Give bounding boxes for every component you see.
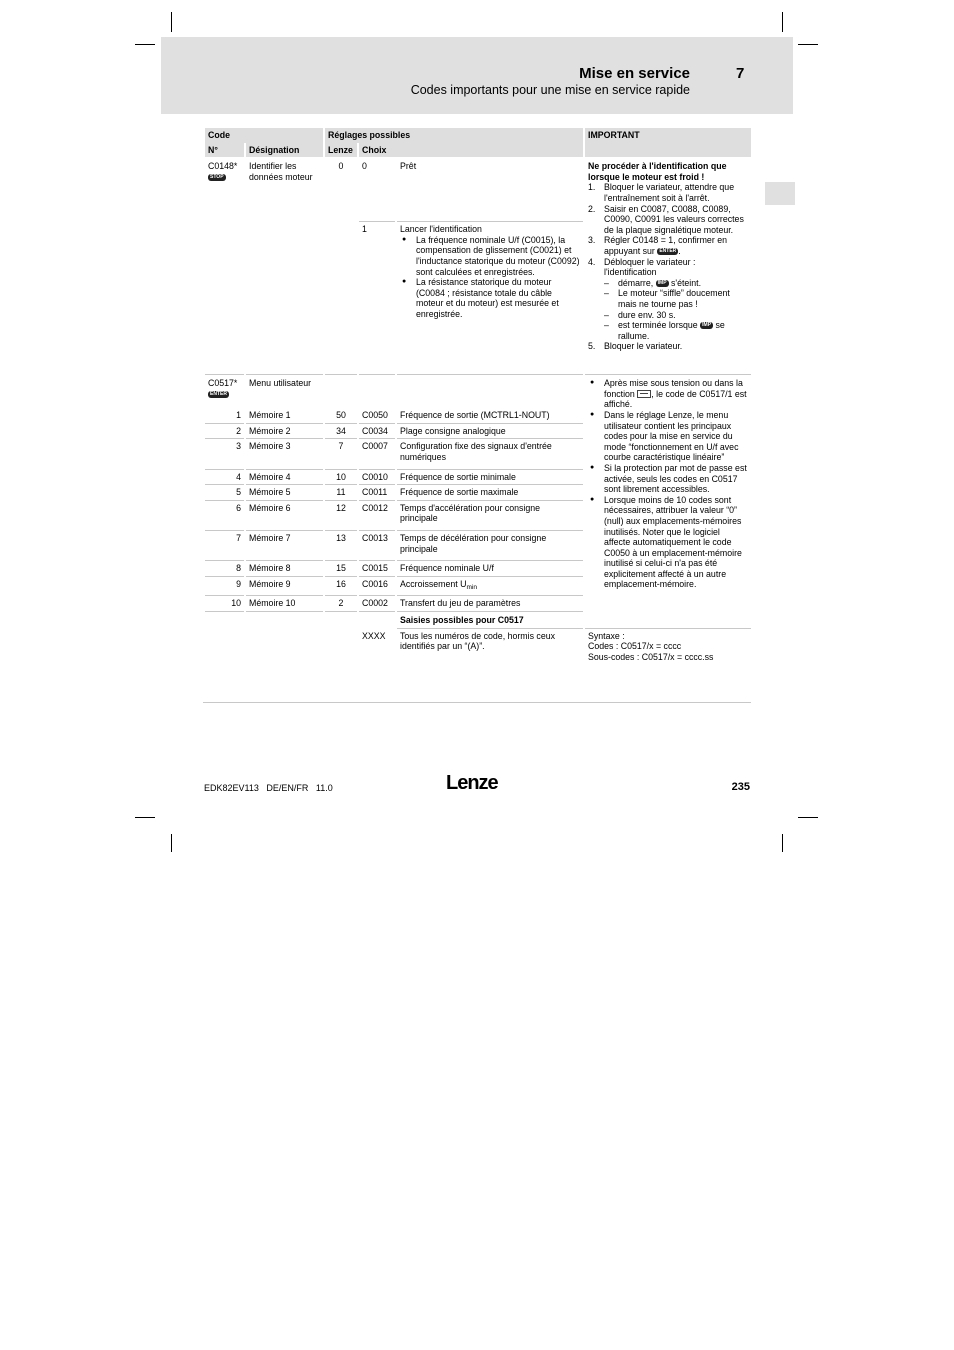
crop-mark: [798, 817, 818, 818]
chapter-tab: [765, 182, 795, 205]
crop-mark: [798, 44, 818, 45]
enter-key-icon: ENTER: [659, 248, 677, 255]
important-bullets: [588, 378, 748, 590]
choice-text: Lancer l'identification: [400, 224, 482, 235]
substep: – Le moteur “siffle” doucement mais ne tourne pas !: [604, 288, 748, 309]
designation-c0148: Identifier les données moteur: [246, 157, 323, 375]
syntax-subcodes: Sous-codes : C0517/x = cccc.ss: [588, 651, 714, 662]
choice-bullets: [400, 235, 580, 320]
crop-mark: [782, 12, 783, 32]
crop-mark: [135, 44, 155, 45]
choice-text: Prêt: [397, 157, 583, 222]
enter-key-icon: ENTER: [210, 390, 227, 397]
entries-code: XXXX: [362, 630, 386, 641]
table-row: 3 Mémoire 3 7 C0007 Configuration fixe des signaux d'entrée numériques: [205, 439, 751, 469]
entries-desc: Tous les numéros de code, hormis ceux identifiés par un “(A)”.: [400, 630, 555, 652]
chapter-number: 7: [736, 65, 745, 82]
page-title: Mise en service: [579, 65, 690, 82]
substep: – dure env. 30 s.: [604, 310, 748, 321]
imp-key-icon: IMP: [657, 279, 667, 286]
table-row-c0517: [205, 375, 751, 408]
step: 5. Bloquer le variateur.: [588, 341, 683, 352]
step: 4. Débloquer le variateur : l'identification – démarre, IMP s'éteint. – Le moteur “siffle” doucement mais ne tourne pas ! – dure env. 30 s. – est terminée lorsque IMP se rallume.: [588, 257, 748, 342]
table-row: 7 Mémoire 7 13 C0013 Temps de décélération pour consigne principale: [205, 531, 751, 561]
step: 1. Bloquer le variateur, attendre que l'entraînement soit à l'arrêt.: [588, 182, 735, 203]
crop-mark: [171, 12, 172, 32]
step: 2. Saisir en C0087, C0088, C0089, C0090, C0091 les valeurs correctes de la plaque signalétique moteur.: [588, 203, 744, 235]
designation-c0517: Menu utilisateur: [249, 378, 312, 389]
bullet-item: ● Lorsque moins de 10 codes sont nécessaires, attribuer la valeur “0” (null) aux emplacements-mémoires inutilisés. Noter que le logiciel affecte automatiquement le code C0050 à un emplacement-mémoire inutilisé si celui-ci n'a pas été explicitement affecté à un autre emplacement-mémoire.: [588, 495, 748, 590]
crop-mark: [782, 834, 783, 852]
header-settings: Réglages possibles: [328, 130, 411, 140]
display-icon: [637, 390, 651, 398]
table-row: 9 Mémoire 9 16 C0016 Accroissement $U_{min}$: [205, 577, 751, 597]
important-steps: [588, 182, 748, 352]
syntax-label: Syntaxe :: [588, 630, 625, 641]
step: 3. Régler C0148 = 1, confirmer en appuyant sur ENTER .: [588, 235, 727, 256]
header-lenze: Lenze: [328, 144, 353, 155]
choice-value: 1: [359, 222, 395, 375]
bullet-item: ● Si la protection par mot de passe est activée, seuls les codes en C0517 sont librement accessibles.: [588, 463, 748, 495]
table-row: 8 Mémoire 8 15 C0015 Fréquence nominale U/f: [205, 561, 751, 577]
choice-value: 0: [359, 157, 395, 222]
table-row-entries: [205, 629, 751, 671]
document-id: EDK82EV113 DE/EN/FR 11.0: [204, 783, 333, 793]
parameter-table: [203, 128, 753, 671]
header-important: IMPORTANT: [588, 130, 640, 140]
table-row: 4 Mémoire 4 10 C0010 Fréquence de sortie minimale: [205, 470, 751, 486]
entries-header: Saisies possibles pour C0517: [397, 612, 583, 629]
syntax-codes: Codes : C0517/x = cccc: [588, 641, 682, 652]
important-title: Ne procéder à l'identification que lorsque le moteur est froid !: [588, 161, 727, 182]
code-cell: [205, 157, 244, 375]
page-subtitle: Codes importants pour une mise en service rapide: [410, 83, 690, 97]
header-band: [161, 37, 793, 114]
crop-mark: [171, 834, 172, 852]
page-number: 235: [731, 781, 750, 793]
stop-key-icon: STOP: [210, 173, 224, 180]
table-row: 2 Mémoire 2 34 C0034 Plage consigne analogique: [205, 424, 751, 440]
substep: – démarre, IMP s'éteint.: [604, 278, 748, 289]
table-bottom-rule: [203, 702, 751, 703]
code-cell: [205, 375, 244, 408]
code-c0517: C0517*: [208, 378, 238, 389]
table-row: 5 Mémoire 5 11 C0011 Fréquence de sortie maximale: [205, 485, 751, 501]
important-c0148: [585, 157, 751, 375]
bullet-item: ● La fréquence nominale U/f (C0015), la compensation de glissement (C0021) et l'inductance statorique du moteur (C0092) sont calculées et enregistrées.: [400, 235, 580, 277]
lenze-logo: Lenze: [446, 772, 498, 794]
lenze-c0148: 0: [325, 157, 357, 375]
substep: – est terminée lorsque IMP se rallume.: [604, 320, 748, 341]
header-designation: Désignation: [249, 144, 300, 155]
important-c0517: [585, 375, 751, 612]
crop-mark: [135, 817, 155, 818]
bullet-item: ● Après mise sous tension ou dans la fonction , le code de C0517/1 est affiché.: [588, 378, 748, 410]
bullet-item: ● Dans le réglage Lenze, le menu utilisateur contient les principaux codes pour la mise en service du mode “fonctionnement en U/f avec courbe caractéristique linéaire”: [588, 410, 748, 463]
step-substeps: [604, 278, 748, 342]
table-row: 10 Mémoire 10 2 C0002 Transfert du jeu de paramètres: [205, 596, 751, 612]
header-code: Code: [208, 130, 230, 140]
syntax-cell: [585, 629, 751, 671]
table-row-c0148-choice0: [205, 157, 751, 222]
imp-key-icon: IMP: [702, 322, 712, 329]
table-row: 6 Mémoire 6 12 C0012 Temps d'accélération pour consigne principale: [205, 501, 751, 531]
choice-cell: [397, 222, 583, 375]
code-c0148: C0148*: [208, 161, 238, 172]
table-row: 1 Mémoire 1 50 C0050 Fréquence de sortie (MCTRL1-NOUT): [205, 408, 751, 424]
header-no: N°: [208, 144, 218, 155]
header-choix: Choix: [362, 144, 387, 155]
table-row-entries-header: [205, 612, 751, 629]
table-header-row: [205, 128, 751, 143]
bullet-item: ● La résistance statorique du moteur (C0084 ; résistance totale du câble moteur et du moteur) est mesurée et enregistrée.: [400, 277, 580, 319]
